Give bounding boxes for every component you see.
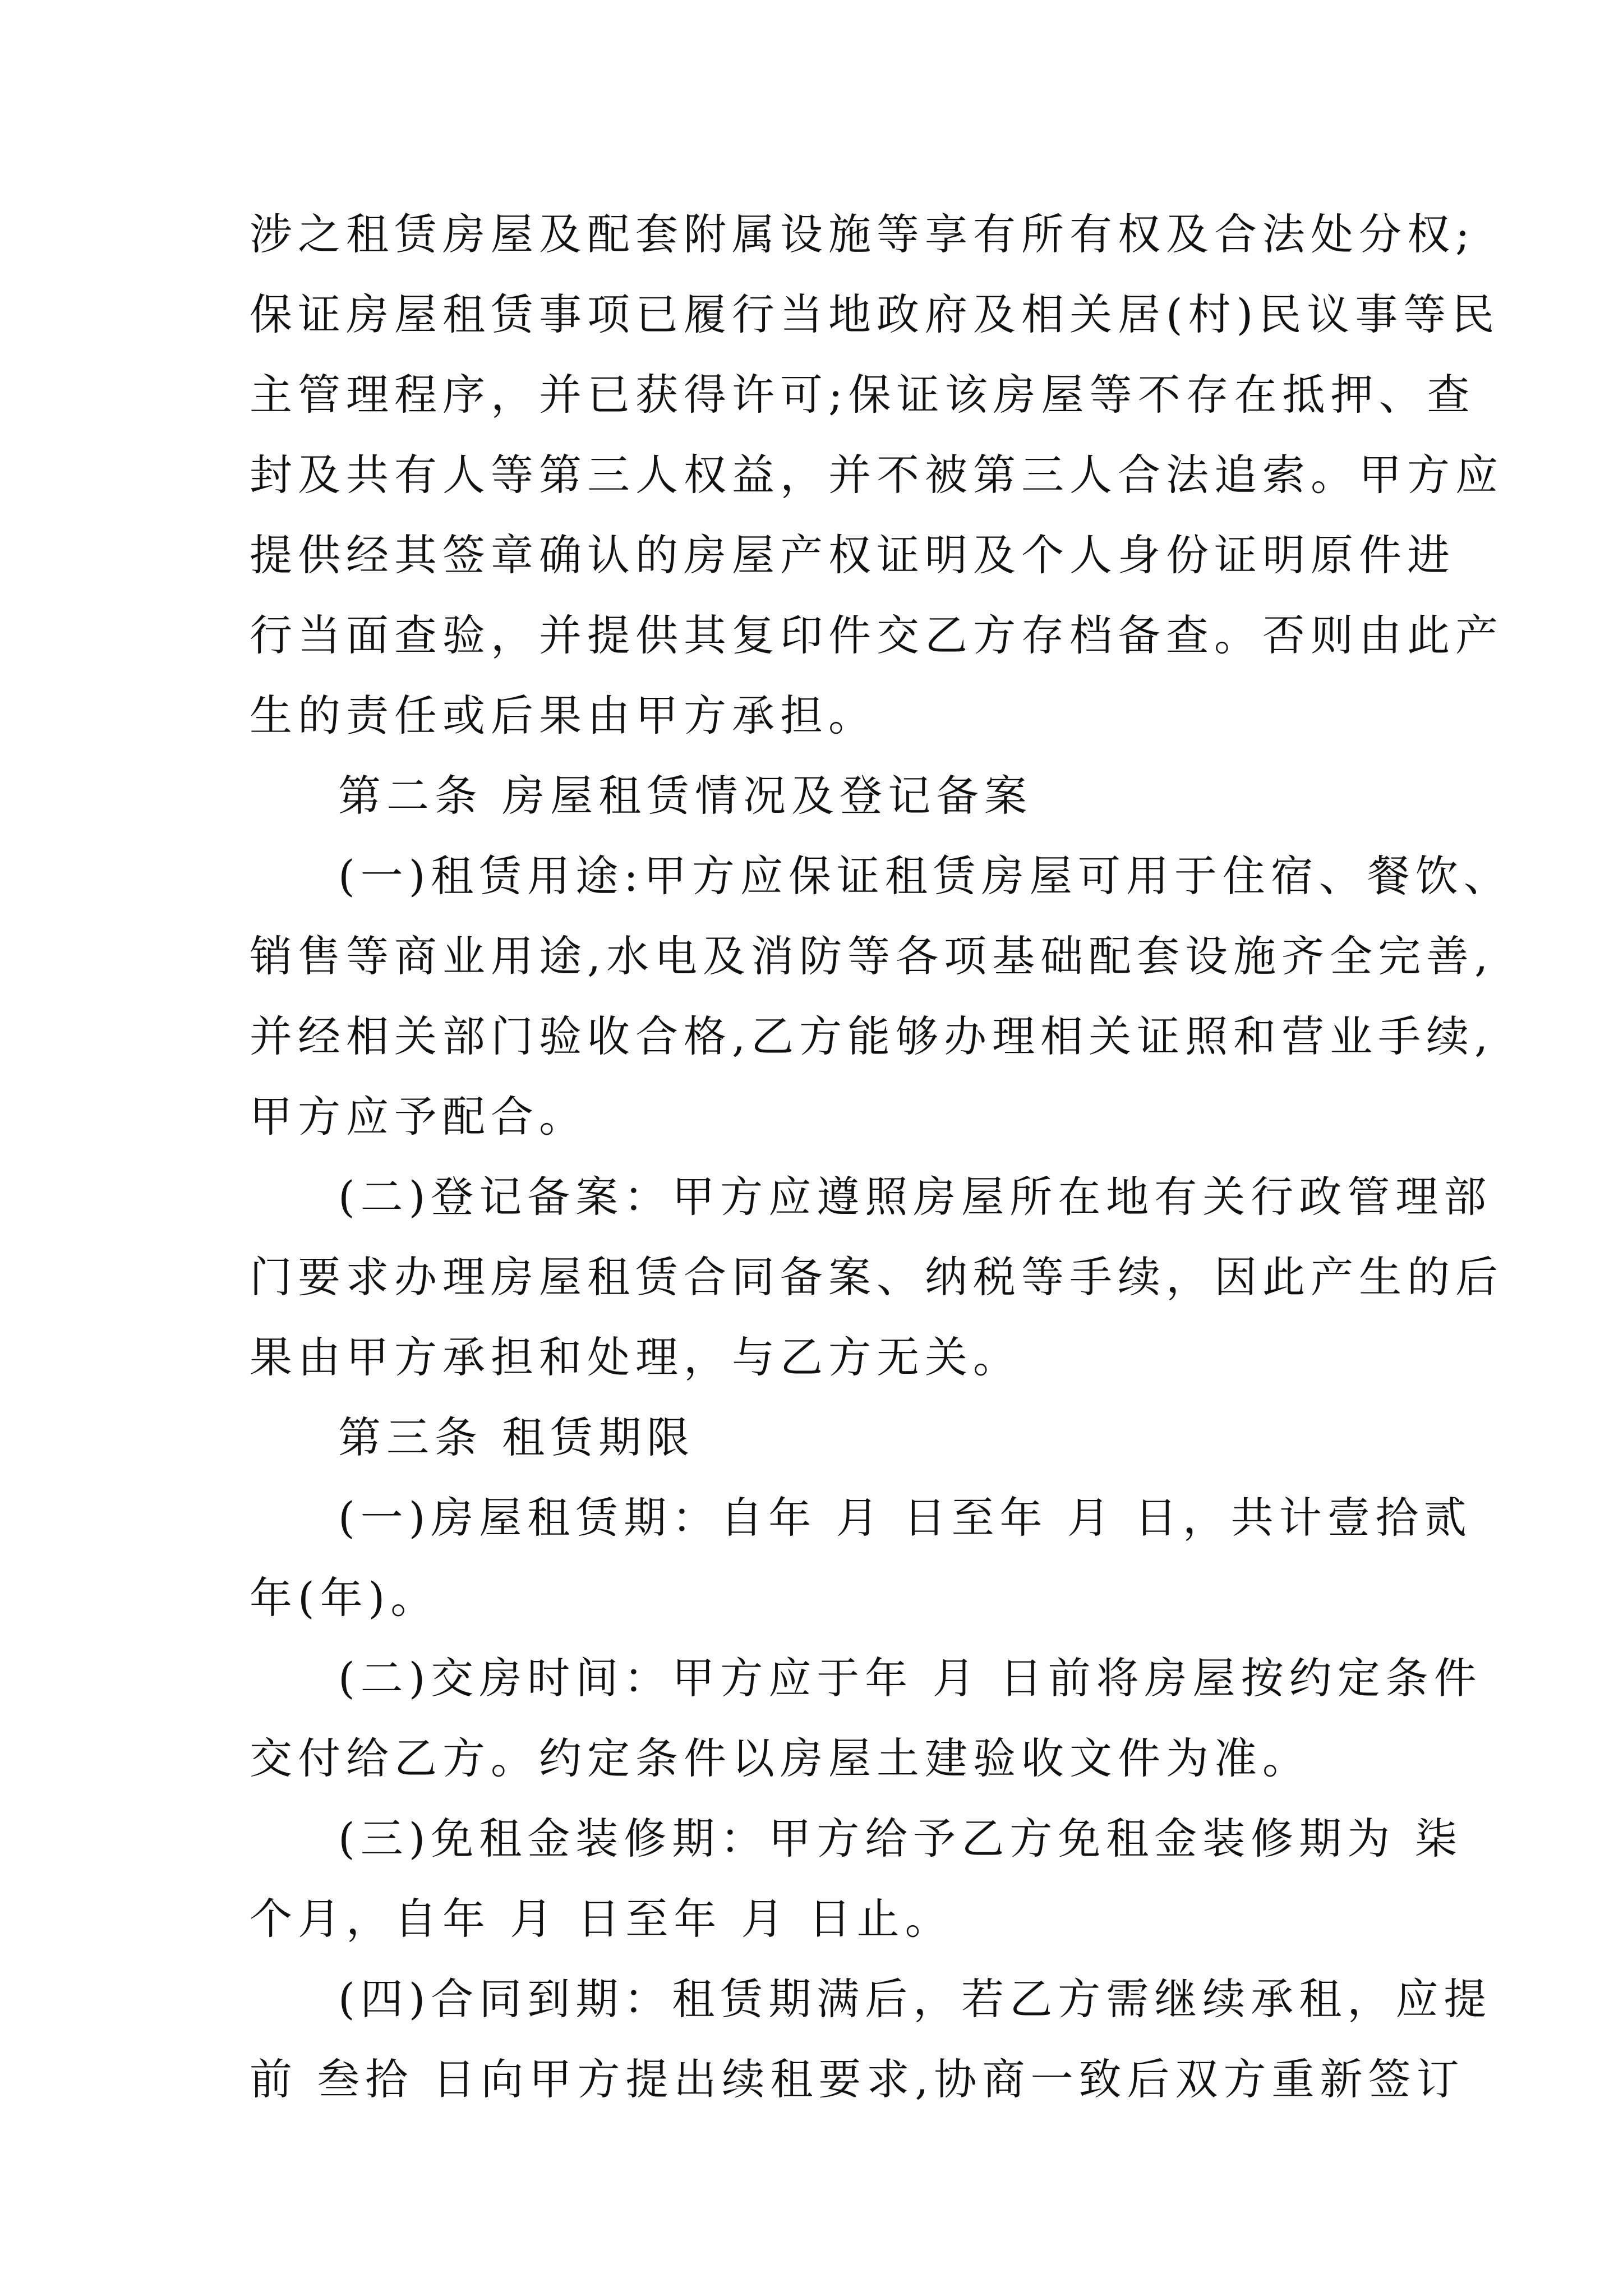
paragraph-line: 行当面查验，并提供其复印件交乙方存档备查。否则由此产 — [250, 610, 1504, 660]
clause-line: (四)合同到期：租赁期满后，若乙方需继续承租，应提 — [338, 1974, 1492, 2024]
clause-line: (一)房屋租赁期：自年 月 日至年 月 日，共计壹拾贰 — [338, 1493, 1472, 1543]
clause-line: 门要求办理房屋租赁合同备案、纳税等手续，因此产生的后 — [250, 1252, 1504, 1302]
clause-line: 前 叁拾 日向甲方提出续租要求,协商一致后双方重新签订 — [250, 2054, 1465, 2104]
clause-line: (二)交房时间：甲方应于年 月 日前将房屋按约定条件 — [338, 1653, 1482, 1703]
section-heading-article-3: 第三条 租赁期限 — [338, 1412, 695, 1462]
clause-line: 交付给乙方。约定条件以房屋土建验收文件为准。 — [250, 1733, 1311, 1783]
section-heading-article-2: 第二条 房屋租赁情况及登记备案 — [338, 771, 1033, 821]
clause-line: 年(年)。 — [250, 1573, 439, 1623]
clause-line: (二)登记备案：甲方应遵照房屋所在地有关行政管理部 — [338, 1172, 1492, 1222]
contract-text-body — [250, 194, 1512, 2119]
paragraph-line: 提供经其签章确认的房屋产权证明及个人身份证明原件进 — [250, 530, 1455, 580]
paragraph-line: 封及共有人等第三人权益，并不被第三人合法追索。甲方应 — [250, 450, 1504, 500]
paragraph-line: 主管理程序，并已获得许可;保证该房屋等不存在抵押、查 — [250, 370, 1476, 420]
clause-line: 并经相关部门验收合格,乙方能够办理相关证照和营业手续, — [250, 1011, 1494, 1061]
paragraph-line: 生的责任或后果由甲方承担。 — [250, 691, 877, 740]
clause-line: 个月，自年 月 日至年 月 日止。 — [250, 1894, 953, 1944]
clause-line: (三)免租金装修期：甲方给予乙方免租金装修期为 柒 — [338, 1814, 1463, 1864]
clause-line: (一)租赁用途:甲方应保证租赁房屋可用于住宿、餐饮、 — [338, 851, 1512, 901]
clause-line: 销售等商业用途,水电及消防等各项基础配套设施齐全完善, — [250, 931, 1494, 981]
paragraph-line: 保证房屋租赁事项已履行当地政府及相关居(村)民议事等民 — [250, 289, 1500, 339]
paragraph-line: 涉之租赁房屋及配套附属设施等享有所有权及合法处分权; — [250, 209, 1476, 259]
clause-line: 甲方应予配合。 — [250, 1092, 587, 1142]
clause-line: 果由甲方承担和处理，与乙方无关。 — [250, 1332, 1021, 1382]
